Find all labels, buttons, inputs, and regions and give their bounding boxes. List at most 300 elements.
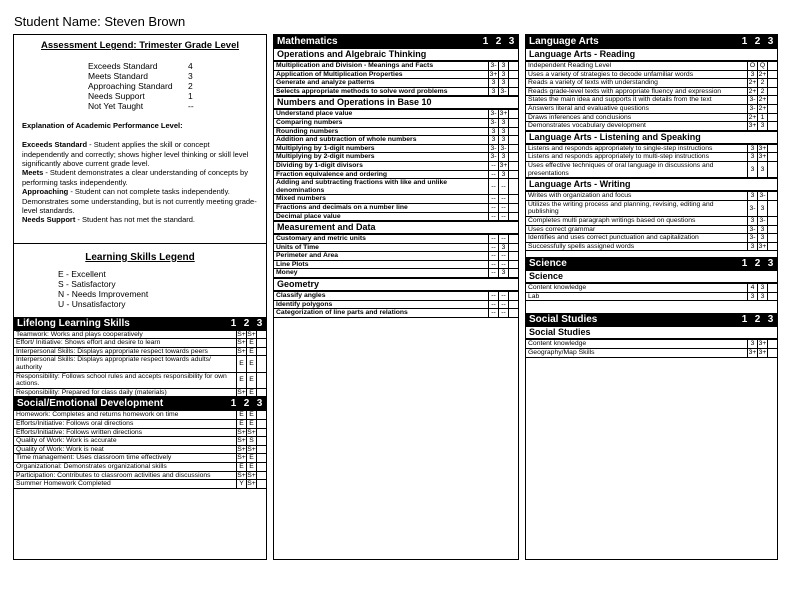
grade-cell [768, 349, 778, 358]
grade-cell: S+ [237, 454, 246, 462]
explanation-item [22, 215, 258, 224]
grade-cell: E [247, 347, 257, 356]
grade-cell: -- [489, 252, 499, 261]
trimester-2-heading: 2 [243, 317, 250, 329]
skill-description: Fraction equivalence and ordering [274, 170, 489, 179]
skill-description: Multiplication and Division - Meanings and Facts [274, 62, 489, 71]
social-studies-title: Social Studies [529, 314, 598, 326]
skill-description: Customary and metric units [274, 235, 489, 244]
grade-cell: -- [499, 300, 509, 309]
grade-cell [509, 62, 519, 71]
level-label: Approaching Standard [88, 80, 173, 91]
grade-cell: 3 [489, 87, 499, 96]
explanation-text: - Student can not complete tasks independently. Demonstrates some understanding, but is not currently meeting grade-level standards. [22, 187, 257, 215]
grade-cell [509, 260, 519, 269]
level-value: 3 [188, 70, 193, 81]
grade-cell [768, 144, 778, 153]
grade-cell: S+ [237, 330, 246, 338]
skill-description: Understand place value [274, 110, 489, 119]
grade-cell: -- [489, 243, 499, 252]
table-row [14, 330, 266, 339]
explanation-item [22, 187, 258, 215]
learning-legend-item: N - Needs Improvement [58, 288, 149, 299]
explanation-text: - Student applies the skill or concept independently and correctly; shows higher level thinking or skill level significantly above current grade level. [22, 140, 249, 168]
skill-description: Writes with organization and focus [526, 192, 748, 201]
grade-cell: E [237, 372, 247, 388]
table-row [274, 203, 518, 212]
grade-cell: E [237, 462, 247, 471]
table-row [14, 347, 266, 356]
grade-cell: 3+ [499, 110, 508, 118]
level-label: Meets Standard [88, 70, 149, 81]
table-row [274, 300, 518, 309]
grade-cell [509, 243, 519, 252]
grade-cell: Y [237, 480, 247, 489]
trimester-2-heading: 2 [495, 36, 502, 47]
grade-cell: 3 [499, 269, 509, 278]
table-row [274, 235, 518, 244]
table-row [526, 349, 777, 358]
grade-cell: E [237, 411, 247, 420]
table-row [274, 144, 518, 153]
grade-cell: 3+ [758, 153, 767, 161]
grade-cell [257, 462, 267, 471]
grade-cell: 2+ [758, 70, 767, 78]
level-value: 1 [188, 90, 193, 101]
level-row [88, 61, 258, 71]
language-arts-subheader: Language Arts - Listening and Speaking [526, 131, 777, 144]
grade-cell: 3- [490, 118, 497, 126]
explanation-term: Needs Support [22, 215, 76, 225]
skill-description: Participation: Contributes to classroom activities and discussions [14, 471, 237, 480]
grade-cell [257, 454, 267, 463]
science-section [526, 257, 777, 301]
skill-description: Interpersonal Skills: Displays appropriate respect towards peers [14, 347, 237, 356]
grade-table [274, 291, 518, 318]
trimester-2-heading: 2 [754, 314, 761, 326]
skill-description: Line Plots [274, 260, 489, 269]
skill-description: States the main idea and supports it with details from the text [526, 96, 748, 105]
grade-cell [768, 340, 778, 349]
grade-cell [509, 300, 519, 309]
explanation-term: Meets [22, 168, 44, 178]
grade-cell: 3 [489, 136, 499, 145]
grade-cell: 2 [758, 79, 768, 88]
skill-description: Rounding numbers [274, 127, 489, 136]
grade-cell: O [748, 62, 758, 71]
table-row [526, 161, 777, 177]
skill-description: Perimeter and Area [274, 252, 489, 261]
mathematics-header [274, 35, 518, 48]
language-arts-subheader: Language Arts - Writing [526, 178, 777, 191]
grade-cell [768, 62, 778, 71]
skill-description: Content knowledge [526, 340, 748, 349]
grade-cell [768, 104, 778, 113]
table-row [526, 284, 777, 293]
grade-cell [509, 127, 519, 136]
grade-cell [257, 480, 267, 489]
grade-cell: 3+ [499, 161, 508, 169]
table-row [274, 170, 518, 179]
grade-cell [768, 153, 778, 162]
grade-cell [257, 339, 267, 348]
grade-cell: 3 [758, 292, 768, 301]
table-row [526, 192, 777, 201]
table-row [526, 242, 777, 251]
skill-description: Uses a variety of strategies to decode unfamiliar words [526, 70, 748, 79]
level-value: 2 [188, 80, 193, 91]
grade-cell: S+ [237, 445, 246, 453]
skill-description: Efforts/Initiative: Follows written directions [14, 428, 237, 437]
grade-cell: 3- [500, 87, 507, 95]
table-row [274, 110, 518, 119]
language-arts-section [526, 35, 777, 251]
grade-cell: -- [489, 212, 499, 221]
grade-cell: 3- [748, 200, 758, 216]
grade-cell [257, 411, 267, 420]
skill-description: Answers literal and evaluative questions [526, 104, 748, 113]
grade-cell: E [247, 462, 257, 471]
grade-cell: E [237, 356, 247, 372]
grade-cell: 2+ [748, 113, 757, 121]
skill-description: Addition and subtraction of whole numbers [274, 136, 489, 145]
table-row [14, 356, 266, 372]
grade-cell: E [247, 419, 257, 428]
grade-cell: -- [499, 235, 509, 244]
grade-cell [509, 118, 519, 127]
grade-table [526, 283, 777, 301]
trimester-1-heading: 1 [230, 317, 237, 329]
explanation-title: Explanation of Academic Performance Level: [22, 120, 183, 130]
skill-description: Multiplying by 2-digit numbers [274, 153, 489, 162]
grade-cell: 3- [749, 225, 756, 233]
grade-cell [509, 153, 519, 162]
grade-cell: S+ [247, 471, 256, 479]
table-row [526, 104, 777, 113]
table-row [274, 118, 518, 127]
table-row [526, 113, 777, 122]
grade-cell [509, 179, 519, 195]
table-row [526, 153, 777, 162]
grade-cell: 3- [500, 144, 507, 152]
grade-cell: 3- [759, 216, 766, 224]
skill-description: Mixed numbers [274, 195, 489, 204]
table-row [14, 454, 266, 463]
table-row [274, 269, 518, 278]
grade-cell [509, 144, 519, 153]
language-arts-title: Language Arts [529, 36, 599, 47]
language-arts-subheader: Language Arts - Reading [526, 48, 777, 61]
grade-cell: 3 [499, 170, 509, 179]
grade-cell: S+ [247, 428, 256, 436]
skill-description: Multiplying by 1-digit numbers [274, 144, 489, 153]
grade-cell: -- [489, 235, 499, 244]
grade-cell: S+ [237, 471, 246, 479]
grade-cell: 3 [748, 70, 758, 79]
skill-description: Responsibility: Follows school rules and accepts responsibility for own actions. [14, 372, 237, 388]
skill-description: Units of Time [274, 243, 489, 252]
grade-cell: 3 [489, 79, 499, 88]
column-left [13, 34, 267, 560]
table-row [274, 127, 518, 136]
lifelong-learning-title: Lifelong Learning Skills [17, 317, 130, 329]
skill-description: Classify angles [274, 292, 489, 301]
table-row [274, 243, 518, 252]
grade-cell [257, 388, 267, 397]
table-row [274, 161, 518, 170]
learning-skills-legend-title: Learning Skills Legend [85, 251, 195, 263]
student-name: Student Name: Steven Brown [14, 14, 186, 29]
social-emotional-header [14, 397, 266, 410]
grade-cell: -- [499, 203, 509, 212]
grade-cell: 3+ [758, 349, 767, 357]
grade-cell: 3+ [758, 144, 767, 152]
grade-cell: 3- [490, 62, 497, 69]
table-row [14, 372, 266, 388]
level-value: -- [188, 100, 194, 111]
grade-cell: 3 [748, 242, 758, 251]
grade-cell: 3 [748, 340, 758, 349]
table-row [14, 388, 266, 397]
grade-cell [768, 292, 778, 301]
grade-cell: E [237, 419, 247, 428]
grade-cell: E [247, 411, 257, 420]
grade-cell [257, 372, 267, 388]
mathematics-section [274, 35, 518, 318]
grade-cell: 3- [490, 110, 497, 118]
table-row [274, 309, 518, 318]
grade-cell: 3- [490, 144, 497, 152]
mathematics-subheader: Numbers and Operations in Base 10 [274, 96, 518, 109]
grade-cell: 3 [748, 161, 758, 177]
learning-legend-item: U - Unsatisfactory [58, 298, 126, 309]
skill-description: Categorization of line parts and relations [274, 309, 489, 318]
grade-cell [509, 79, 519, 88]
grade-cell: S+ [237, 347, 246, 355]
skill-description: Identifies and uses correct punctuation and capitalization [526, 234, 748, 243]
grade-cell: 2+ [758, 104, 767, 112]
table-row [274, 212, 518, 221]
grade-cell: -- [489, 292, 499, 301]
skill-description: Generate and analyze patterns [274, 79, 489, 88]
social-studies-header [526, 313, 777, 326]
grade-cell [257, 471, 267, 480]
grade-cell: 1 [758, 113, 768, 122]
grade-cell: -- [499, 309, 509, 318]
grade-cell: 2+ [748, 79, 757, 87]
grade-cell: -- [499, 292, 509, 301]
explanation-term: Approaching [22, 187, 69, 197]
trimester-2-heading: 2 [754, 36, 761, 47]
grade-cell [768, 87, 778, 96]
grade-table [274, 234, 518, 278]
grade-cell: -- [489, 300, 499, 309]
grade-table [14, 410, 266, 488]
trimester-1-heading: 1 [482, 36, 489, 47]
grade-cell: -- [489, 203, 499, 212]
table-row [526, 292, 777, 301]
skill-description: Utilizes the writing process and planning, revising, editing and publishing [526, 200, 748, 216]
grade-cell: 3 [748, 216, 758, 225]
skill-description: Independent Reading Level [526, 62, 748, 71]
skill-description: Effort/ Initiative: Shows effort and desire to learn [14, 339, 237, 348]
table-row [14, 437, 266, 446]
grade-cell [509, 136, 519, 145]
level-row [88, 71, 258, 81]
grade-cell: 3 [499, 153, 509, 162]
grade-table [526, 61, 777, 131]
table-row [526, 340, 777, 349]
mathematics-title: Mathematics [277, 36, 338, 47]
grade-cell [768, 79, 778, 88]
grade-cell: S+ [237, 388, 246, 396]
grade-cell: 2 [758, 87, 768, 96]
skill-description: Lab [526, 292, 748, 301]
grade-cell: -- [499, 260, 509, 269]
grade-cell: -- [489, 309, 499, 318]
skill-description: Draws inferences and conclusions [526, 113, 748, 122]
grade-cell: S+ [247, 445, 256, 453]
grade-cell: -- [489, 260, 499, 269]
level-label: Not Yet Taught [88, 100, 144, 111]
grade-cell [509, 292, 519, 301]
skill-description: Uses correct grammar [526, 225, 748, 234]
grade-cell [509, 170, 519, 179]
table-row [14, 445, 266, 454]
social-studies-section [526, 313, 777, 357]
skill-description: Quality of Work: Work is neat [14, 445, 237, 454]
grade-cell: 3 [748, 144, 758, 153]
table-row [14, 339, 266, 348]
grade-cell [509, 212, 519, 221]
social-studies-subheader: Social Studies [526, 326, 777, 339]
learning-legend-item: S - Satisfactory [58, 278, 116, 289]
table-row [526, 87, 777, 96]
table-row [274, 195, 518, 204]
grade-cell [509, 195, 519, 204]
grade-cell [257, 445, 267, 454]
column-right [525, 34, 778, 560]
trimester-2-heading: 2 [754, 258, 761, 270]
skill-description: Efforts/Initiative: Follows oral directions [14, 419, 237, 428]
explanation-text: - Student demonstrates a clear understanding of concepts by performing tasks independently. [22, 168, 248, 187]
assessment-legend [14, 35, 266, 225]
skill-description: Uses effective techniques of oral language in discussions and presentations [526, 161, 748, 177]
level-row [88, 81, 258, 91]
level-value: 4 [188, 60, 193, 71]
learning-skills-legend [14, 243, 266, 309]
grade-cell [509, 235, 519, 244]
skill-description: Interpersonal Skills: Displays appropriate respect towards adults/ authority [14, 356, 237, 372]
grade-cell [768, 200, 778, 216]
skill-description: Reads grade-level texts with appropriate fluency and expression [526, 87, 748, 96]
performance-levels [88, 61, 258, 111]
grade-cell: 3 [748, 153, 758, 162]
learning-skills-legend-items [58, 269, 266, 309]
grade-cell: 3- [749, 234, 756, 242]
skill-description: Quality of Work: Work is accurate [14, 437, 237, 446]
grade-cell [509, 309, 519, 318]
table-row [274, 292, 518, 301]
table-row [526, 96, 777, 105]
grade-cell [257, 437, 267, 446]
science-subheader: Science [526, 270, 777, 283]
trimester-1-heading: 1 [741, 36, 748, 47]
grade-cell: -- [499, 252, 509, 261]
skill-description: Money [274, 269, 489, 278]
grade-table [274, 109, 518, 221]
level-row [88, 101, 258, 111]
grade-cell: 3 [758, 284, 768, 293]
grade-cell [509, 203, 519, 212]
grade-table [274, 61, 518, 96]
grade-cell: 3 [499, 62, 509, 71]
table-row [14, 411, 266, 420]
skill-description: Identify polygons [274, 300, 489, 309]
grade-table [526, 144, 777, 178]
grade-cell [257, 356, 267, 372]
grade-cell: E [247, 372, 257, 388]
trimester-3-heading: 3 [767, 258, 774, 270]
grade-cell: S+ [247, 330, 256, 338]
skill-description: Reads a variety of texts with understanding [526, 79, 748, 88]
table-row [274, 153, 518, 162]
table-row [526, 200, 777, 216]
grade-cell: 3 [499, 127, 509, 136]
trimester-3-heading: 3 [256, 398, 263, 410]
grade-table [14, 330, 266, 398]
trimester-3-heading: 3 [767, 314, 774, 326]
level-label: Exceeds Standard [88, 60, 158, 71]
table-row [526, 70, 777, 79]
skill-description: Listens and responds appropriately to multi-step instructions [526, 153, 748, 162]
grade-cell: 3- [749, 104, 756, 112]
assessment-legend-title: Assessment Legend: Trimester Grade Level [41, 40, 239, 51]
skill-description: Comparing numbers [274, 118, 489, 127]
grade-cell [768, 192, 778, 201]
grade-cell: 3- [759, 192, 766, 200]
lifelong-learning-header [14, 317, 266, 330]
skill-description: Responsibility: Prepared for class daily (materials) [14, 388, 237, 397]
table-row [274, 136, 518, 145]
grade-cell: 3+ [489, 70, 498, 78]
level-label: Needs Support [88, 90, 145, 101]
explanation-term: Exceeds Standard [22, 140, 88, 150]
grade-cell: -- [489, 179, 499, 195]
skill-description: Decimal place value [274, 212, 489, 221]
lifelong-learning-section [14, 317, 266, 398]
grade-cell: 3+ [748, 122, 757, 130]
skill-description: Listens and responds appropriately to single-step instructions [526, 144, 748, 153]
table-row [14, 419, 266, 428]
grade-cell [768, 113, 778, 122]
grade-cell: 3+ [748, 349, 757, 357]
mathematics-subheader: Measurement and Data [274, 221, 518, 234]
grade-cell [768, 161, 778, 177]
science-header [526, 257, 777, 270]
table-row [526, 122, 777, 131]
table-row [14, 462, 266, 471]
skill-description: Summer Homework Completed [14, 480, 237, 489]
grade-cell: E [247, 339, 257, 348]
explanation-text: - Student has not met the standard. [75, 215, 195, 225]
grade-cell: 3 [748, 192, 758, 201]
skill-description: Application of Multiplication Properties [274, 70, 489, 79]
explanation-item [22, 168, 258, 187]
explanation-item [22, 140, 258, 168]
grade-cell: 3 [758, 161, 768, 177]
grade-cell [257, 330, 267, 339]
